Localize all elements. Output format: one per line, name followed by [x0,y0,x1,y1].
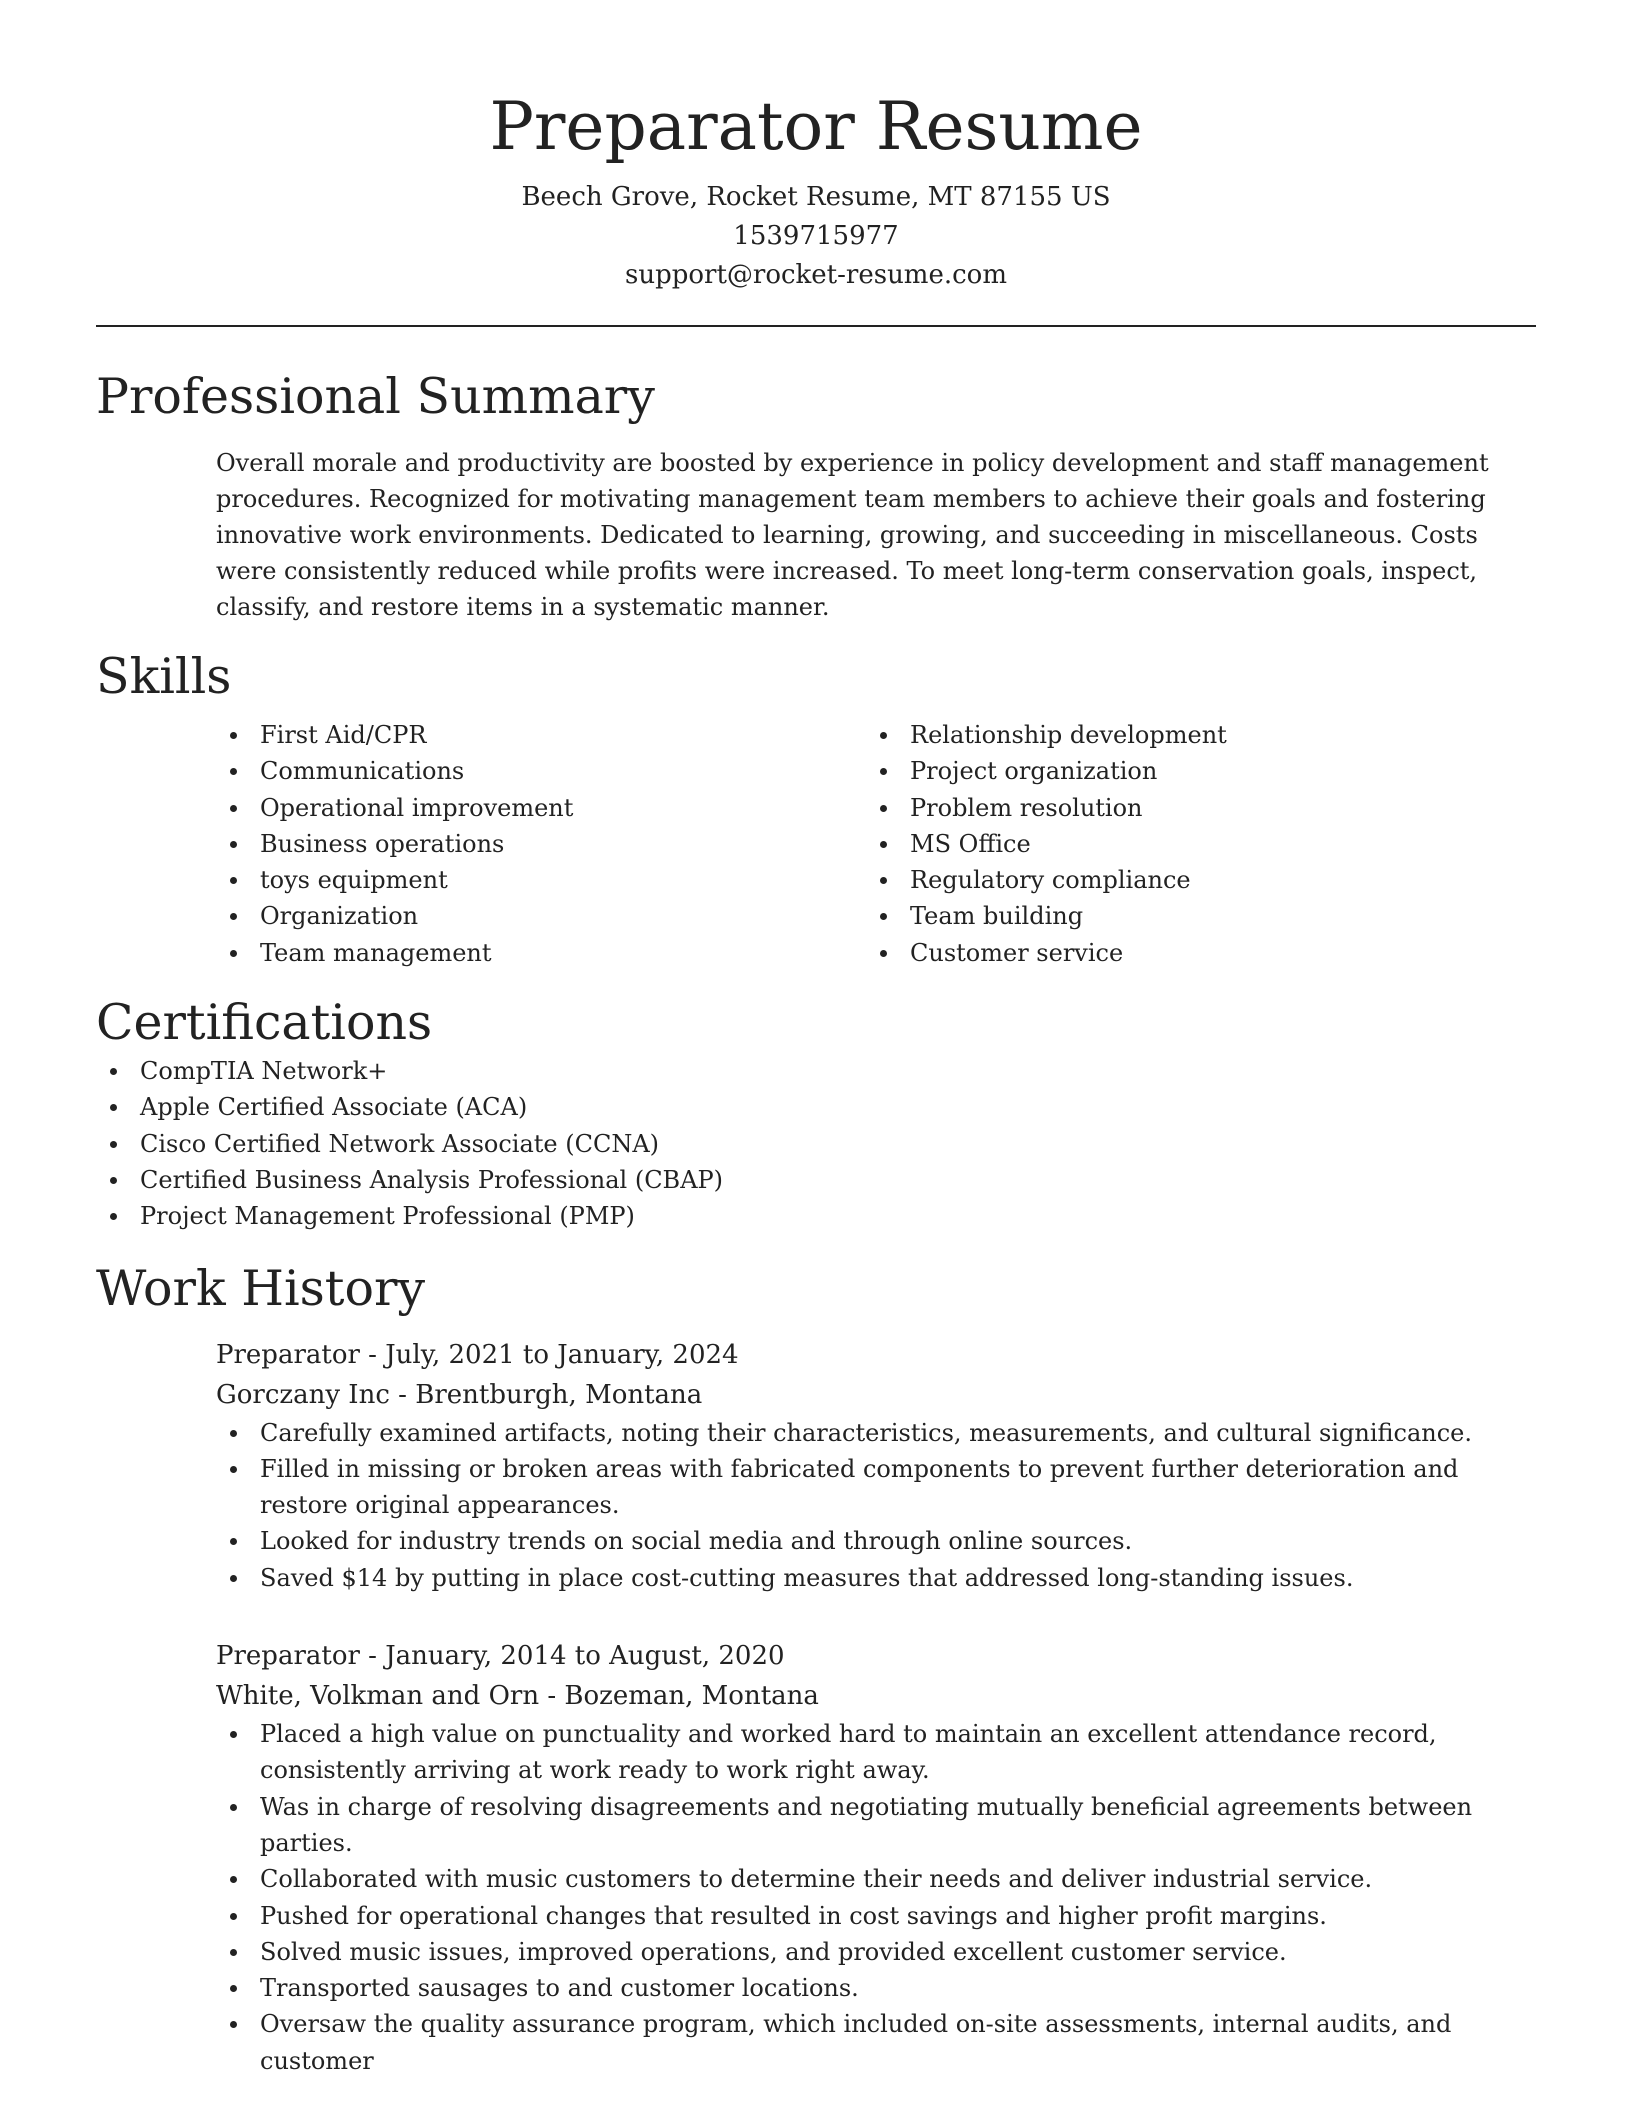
certifications-heading: Certifications [96,994,433,1052]
job-bullet: Solved music issues, improved operations, and provided excellent customer service. [216,1934,1536,1970]
skills-list-left [216,717,866,971]
header-divider [96,325,1536,327]
job-bullet: Saved $14 by putting in place cost-cutting measures that addressed long-standing issues. [216,1560,1536,1596]
skill-item: MS Office [866,826,1516,862]
skills-list-right [866,717,1516,971]
job-bullet: Placed a high value on punctuality and worked hard to maintain an excellent attendance record, consistently arriving at work ready to work right away. [216,1716,1536,1789]
job-company-line: Gorczany Inc - Brentburgh, Montana [216,1379,703,1410]
job-location: Bozeman, Montana [564,1681,819,1712]
job-responsibilities [216,1415,1536,1596]
skill-item: Operational improvement [216,790,866,826]
certification-item: Certified Business Analysis Professional (CBAP) [96,1162,1536,1198]
skill-item: toys equipment [216,862,866,898]
skills-grid [216,717,1536,971]
job-company-line: White, Volkman and Orn - Bozeman, Montana [216,1681,819,1712]
job-responsibilities [216,1716,1536,2079]
job-bullet: Pushed for operational changes that resulted in cost savings and higher profit margins. [216,1898,1536,1934]
job-bullet: Filled in missing or broken areas with fabricated components to prevent further deterioration and restore original appearances. [216,1451,1536,1524]
job-dates: July, 2021 to January, 2024 [385,1339,739,1370]
certifications-list [96,1053,1536,1234]
skill-item: Project organization [866,753,1516,789]
skills-heading: Skills [96,648,232,705]
contact-block [96,178,1536,295]
job-company: Gorczany Inc [216,1379,390,1410]
job-title: Preparator [216,1339,360,1370]
certification-item: Apple Certified Associate (ACA) [96,1089,1536,1125]
job-title-line: Preparator - January, 2014 to August, 2020 [216,1641,785,1672]
certification-item: Project Management Professional (PMP) [96,1198,1536,1234]
certification-item: Cisco Certified Network Associate (CCNA) [96,1126,1536,1162]
contact-address: Beech Grove, Rocket Resume, MT 87155 US [521,182,1111,212]
job-title-line: Preparator - July, 2021 to January, 2024 [216,1339,739,1370]
skill-item: Regulatory compliance [866,862,1516,898]
job-bullet: Carefully examined artifacts, noting their characteristics, measurements, and cultural significance. [216,1415,1536,1451]
certification-item: CompTIA Network+ [96,1053,1536,1089]
job-entry [216,1636,1536,2079]
resume-title: Preparator Resume [489,88,1143,165]
skill-item: Team building [866,898,1516,934]
summary-text: Overall morale and productivity are boosted by experience in policy development and staff management procedures. Recognized for motivating management team members to achieve their goals and fostering innovative work environments. Dedicated to learning, growing, and succeeding in miscellaneous. Costs were consistently reduced while profits were increased. To meet long-term conservation goals, inspect, classify, and restore items in a systematic manner. [216,449,1489,621]
job-bullet: Transported sausages to and customer locations. [216,1970,1536,2006]
skill-item: Team management [216,935,866,971]
resume-page [96,0,1536,2079]
job-bullet: Looked for industry trends on social media and through online sources. [216,1523,1536,1559]
skill-item: First Aid/CPR [216,717,866,753]
contact-email: support@rocket-resume.com [624,260,1007,290]
summary-heading: Professional Summary [96,368,655,425]
job-bullet: Collaborated with music customers to determine their needs and deliver industrial service. [216,1861,1536,1897]
job-bullet: Oversaw the quality assurance program, which included on-site assessments, internal audits, and customer [216,2006,1536,2079]
job-title: Preparator [216,1641,360,1672]
skill-item: Relationship development [866,717,1516,753]
job-company: White, Volkman and Orn [216,1681,540,1712]
job-bullet: Was in charge of resolving disagreements and negotiating mutually beneficial agreements between parties. [216,1789,1536,1862]
contact-phone: 1539715977 [733,221,899,251]
skill-item: Problem resolution [866,790,1516,826]
skill-item: Organization [216,898,866,934]
skill-item: Customer service [866,935,1516,971]
job-dates: January, 2014 to August, 2020 [385,1641,785,1672]
job-entry [216,1335,1536,1596]
skill-item: Communications [216,753,866,789]
job-location: Brentburgh, Montana [415,1379,703,1410]
skill-item: Business operations [216,826,866,862]
work-history-heading: Work History [96,1259,426,1317]
